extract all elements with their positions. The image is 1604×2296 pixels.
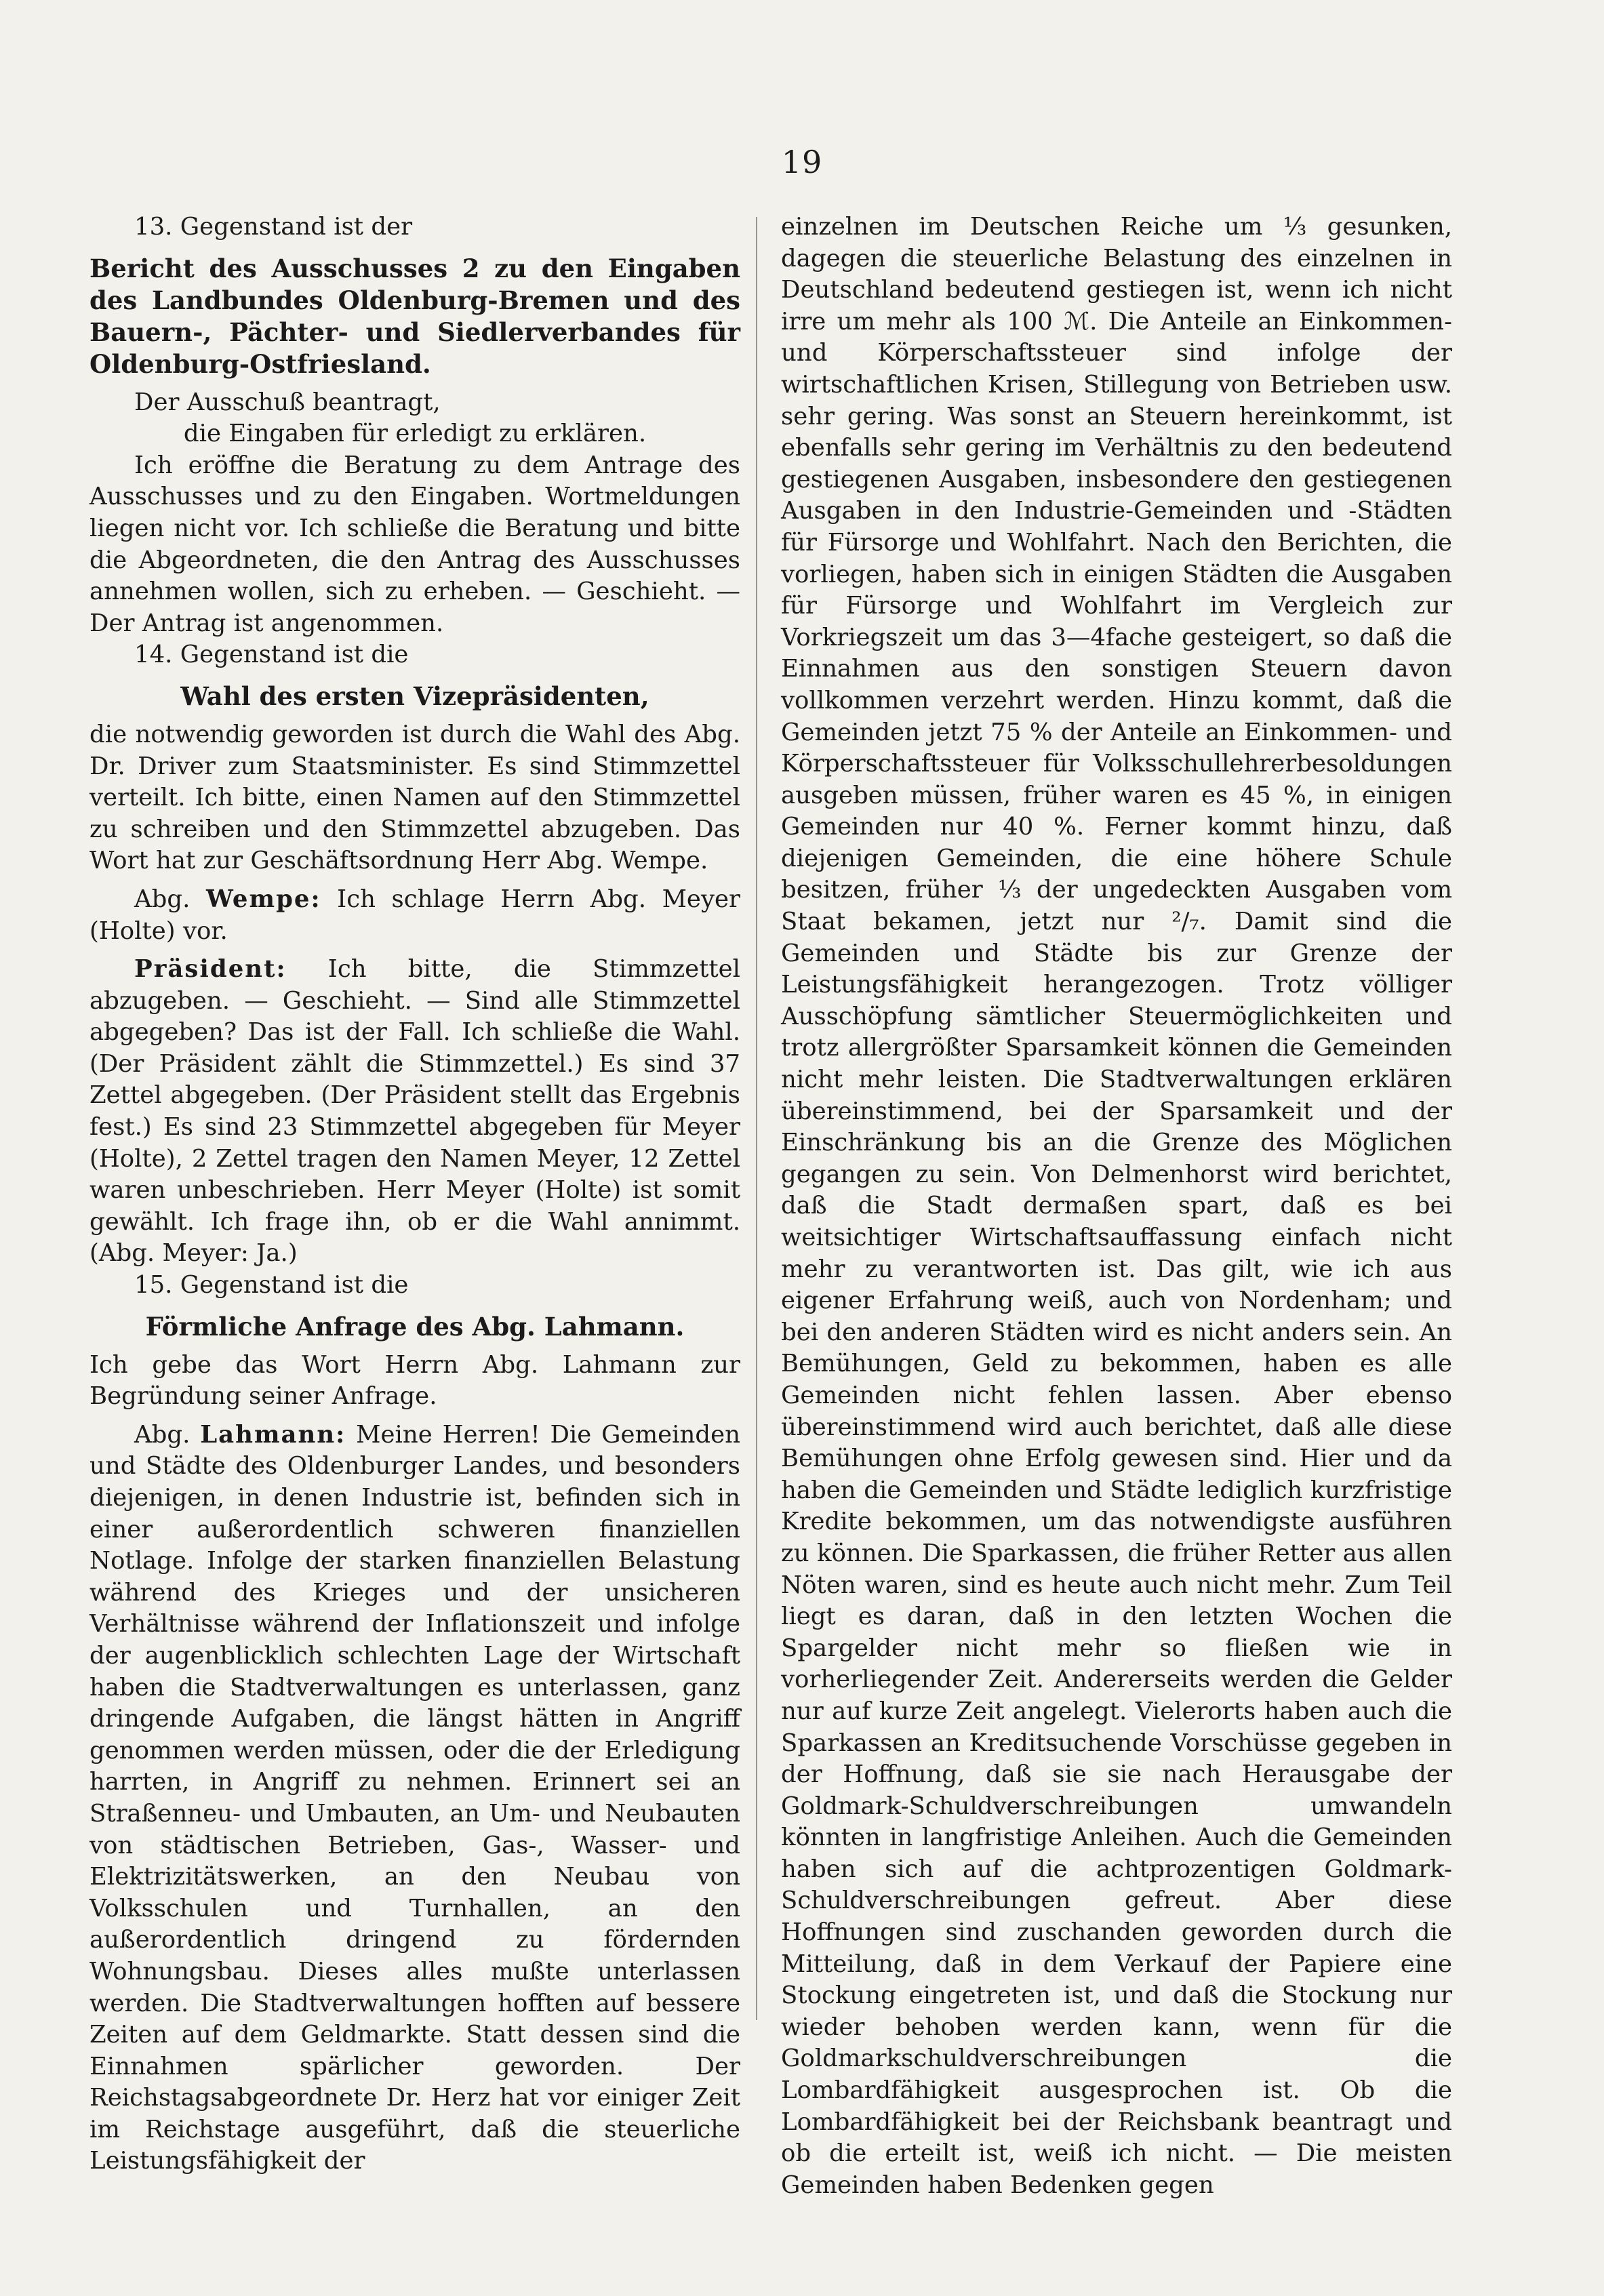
election-paragraph: die notwendig geworden ist durch die Wahl des Abg. Dr. Driver zum Staatsminister. Es sind Stimmzettel verteilt. Ich bitte, einen Namen auf den Stimmzettel zu schreiben und den Stimmzettel abzugeben. Das Wort hat zur Geschäftsordnung Herr Abg. Wempe. (89, 720, 740, 875)
opening-debate-paragraph: Ich eröffne die Beratung zu dem Antrage des Ausschusses und zu den Eingaben. Wortmeldungen liegen nicht vor. Ich schließe die Beratung und bitte die Abgeordneten, die den Antrag des Ausschusses annehmen wollen, sich zu erheben. — Geschieht. — Der Antrag ist angenommen. (89, 451, 740, 637)
item14-title: Wahl des ersten Vizepräsidenten, (180, 681, 649, 711)
wempe-statement (89, 884, 740, 947)
right-column (781, 212, 1452, 2201)
wempe-text: Ich schlage Herrn Abg. Meyer (Holte) vor. (89, 885, 740, 945)
lahmann-prefix: Abg. (134, 1420, 191, 1449)
president-statement (89, 954, 740, 1270)
item13-intro: 13. Gegenstand ist der (134, 213, 413, 241)
committee-moves: Der Ausschuß beantragt, (134, 388, 441, 416)
lahmann-speaker: Lahmann: (200, 1420, 346, 1449)
lahmann-intro: Ich gebe das Wort Herrn Abg. Lahmann zur Begründung seiner Anfrage. (89, 1350, 740, 1411)
wempe-prefix: Abg. (134, 885, 191, 913)
item14-intro: 14. Gegenstand ist die (134, 641, 409, 669)
item13-title: Bericht des Ausschusses 2 zu den Eingaben des Landbundes Oldenburg-Bremen und des Bauern-, Pächter- und Siedlerverbandes für Oldenburg-Ostfriesland. (89, 253, 740, 379)
page-number: 19 (781, 144, 823, 180)
left-column (89, 212, 740, 2177)
lahmann-text: Meine Herren! Die Gemeinden und Städte des Oldenburger Landes, und besonders diejenigen, in denen Industrie ist, befinden sich in einer außerordentlich schweren finanziellen Notlage. Infolge der starken finanziellen Belastung während des Krieges und der unsicheren Verhältnisse während der Inflationszeit und infolge der augenblicklich schlechten Lage der Wirtschaft haben die Stadtverwaltungen es unterlassen, ganz dringende Aufgaben, die längst hätten in Angriff genommen werden müssen, oder die der Erledigung harrten, in Angriff zu nehmen. Erinnert sei an Straßenneu- und Umbauten, an Um- und Neubauten von städtischen Betrieben, Gas-, Wasser- und Elektrizitätswerken, an den Neubau von Volksschulen und Turnhallen, an den außerordentlich dringend zu fördernden Wohnungsbau. Dieses alles mußte unterlassen werden. Die Stadtverwaltungen hofften auf bessere Zeiten auf dem Geldmarkte. Statt dessen sind die Einnahmen spärlicher geworden. Der Reichstagsabgeordnete Dr. Herz hat vor einiger Zeit im Reichstage ausgeführt, daß die steuerliche Leistungsfähigkeit der (89, 1420, 740, 2175)
president-speaker: Präsident: (134, 955, 287, 984)
lahmann-statement (89, 1419, 740, 2177)
president-text: Ich bitte, die Stimmzettel abzugeben. — Geschieht. — Sind alle Stimmzettel abgegeben? Das ist der Fall. Ich schließe die Wahl. (Der Präsident zählt die Stimmzettel.) Es sind 37 Zettel abgegeben. (Der Präsident stellt das Ergebnis fest.) Es sind 23 Stimmzettel abgegeben für Meyer (Holte), 2 Zettel tragen den Namen Meyer, 12 Zettel waren unbeschrieben. Herr Meyer (Holte) ist somit gewählt. Ich frage ihn, ob er die Wahl annimmt. (Abg. Meyer: Ja.) (89, 955, 740, 1268)
committee-motion: die Eingaben für erledigt zu erklären. (183, 420, 647, 448)
item15-intro: 15. Gegenstand ist die (134, 1271, 409, 1300)
item15-title: Förmliche Anfrage des Abg. Lahmann. (145, 1311, 685, 1342)
continuation-paragraph: einzelnen im Deutschen Reiche um ⅓ gesunken, dagegen die steuerliche Belastung des einzelnen in Deutschland bedeutend gestiegen ist, wenn ich nicht irre um mehr als 100 ℳ. Die Anteile an Einkommen- und Körperschaftssteuer sind infolge der wirtschaftlichen Krisen, Stillegung von Betrieben usw. sehr gering. Was sonst an Steuern hereinkommt, ist ebenfalls sehr gering im Verhältnis zu den bedeutend gestiegenen Ausgaben, insbesondere den gestiegenen Ausgaben in den Industrie-Gemeinden und -Städten für Fürsorge und Wohlfahrt. Nach den Berichten, die vorliegen, haben sich in einigen Städten die Ausgaben für Fürsorge und Wohlfahrt im Vergleich zur Vorkriegszeit um das 3—4fache gesteigert, so daß die Einnahmen aus den sonstigen Steuern davon vollkommen verzehrt werden. Hinzu kommt, daß die Gemeinden jetzt 75 % der Anteile an Einkommen- und Körperschaftssteuer für Volksschullehrerbesoldungen ausgeben müssen, früher waren es 45 %, in einigen Gemeinden nur 40 %. Ferner kommt hinzu, daß diejenigen Gemeinden, die eine höhere Schule besitzen, früher ⅓ der ungedeckten Ausgaben vom Staat bekamen, jetzt nur ²/₇. Damit sind die Gemeinden und Städte bis zur Grenze der Leistungsfähigkeit herangezogen. Trotz völliger Ausschöpfung sämtlicher Steuermöglichkeiten und trotz allergrößter Sparsamkeit können die Gemeinden nicht mehr leisten. Die Stadtverwaltungen erklären übereinstimmend, bei der Sparsamkeit und der Einschränkung bis an die Grenze des Möglichen gegangen zu sein. Von Delmenhorst wird berichtet, daß die Stadt dermaßen spart, daß es bei weitsichtiger Wirtschaftsauffassung einfach nicht mehr zu verantworten ist. Das gilt, wie ich aus eigener Erfahrung weiß, auch von Nordenham; und bei den anderen Städten wird es nicht anders sein. An Bemühungen, Geld zu bekommen, haben es alle Gemeinden nicht fehlen lassen. Aber ebenso übereinstimmend wird auch berichtet, daß alle diese Bemühungen ohne Erfolg gewesen sind. Hier und da haben die Gemeinden und Städte lediglich kurzfristige Kredite bekommen, um das notwendigste ausführen zu können. Die Sparkassen, die früher Retter aus allen Nöten waren, sind es heute auch nicht mehr. Zum Teil liegt es daran, daß in den letzten Wochen die Spargelder nicht mehr so fließen wie in vorherliegender Zeit. Andererseits werden die Gelder nur auf kurze Zeit angelegt. Vielerorts haben auch die Sparkassen an Kreditsuchende Vorschüsse gegeben in der Hoffnung, daß sie sie nach Herausgabe der Goldmark-Schuldverschreibungen umwandeln könnten in langfristige Anleihen. Auch die Gemeinden haben sich auf die achtprozentigen Goldmark-Schuldverschreibungen gefreut. Aber diese Hoffnungen sind zuschanden geworden durch die Mitteilung, daß in dem Verkauf der Papiere eine Stockung eingetreten ist, und daß die Stockung nur wieder behoben werden kann, wenn für die Goldmarkschuldverschreibungen die Lombardfähigkeit ausgesprochen ist. Ob die Lombardfähigkeit bei der Reichsbank beantragt und ob die erteilt ist, weiß ich nicht. — Die meisten Gemeinden haben Bedenken gegen (781, 213, 1452, 2199)
wempe-speaker: Wempe: (205, 885, 321, 913)
column-divider (756, 217, 757, 2020)
